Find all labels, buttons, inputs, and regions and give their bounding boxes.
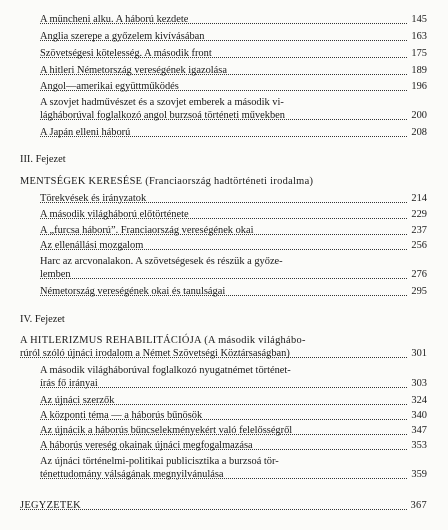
chapter-heading: IV. Fejezet [20,314,65,325]
toc-entry[interactable]: A második világháborúval foglalkozó nyugatnémet történet- írás fő irányai 303 [40,365,427,389]
page-number: 301 [408,348,427,361]
page-number: 347 [408,425,427,438]
toc-entry[interactable]: Az ellenállási mozgalom 256 [40,240,427,251]
toc-line: A müncheni alku. A háború kezdete 145 [40,14,427,25]
page-number: 256 [408,240,427,253]
page-number: 189 [408,65,427,78]
page-number: 367 [408,500,428,513]
page-number: 208 [408,127,427,140]
toc-entry[interactable]: Szövetségesi kötelesség. A második front 175 [40,48,427,59]
toc-entry[interactable]: Az újnáci történelmi-politikai publicisztika a burzsoá tör- ténettudomány válságának megnyilvánulása 359 [40,456,427,480]
page-number: 237 [408,225,427,238]
toc-entry[interactable]: A Japán elleni háború 208 [40,127,427,138]
toc-entry[interactable]: A központi téma — a háborús bűnösök 340 [40,410,427,421]
toc-entry[interactable]: A második világháború előtörténete 229 [40,209,427,220]
toc-entry[interactable]: A hitleri Németország vereségének igazolása 189 [40,65,427,76]
toc-entry[interactable]: Harc az arcvonalakon. A szövetségesek és részük a győze- lemben 276 [40,256,427,280]
toc-entry[interactable]: A szovjet hadművészet és a szovjet emberek a második vi- lágháborúval foglalkozó angol burzsoá történeti művekben 200 [40,97,427,121]
page-number: 353 [408,440,427,453]
page-number: 196 [408,81,427,94]
toc-entry[interactable]: Törekvések és irányzatok 214 [40,193,427,204]
toc-entry[interactable]: Az újnácik a háborús bűncselekményekért való felelősségről 347 [40,425,427,436]
chapter-heading: III. Fejezet [20,154,66,165]
chapter-title[interactable]: MENTSÉGEK KERESÉSE (Franciaország hadtörténeti irodalma) [20,176,314,187]
page-number: 145 [408,14,427,27]
page-number: 276 [408,269,427,282]
toc-entry[interactable]: Az újnáci szerzők 324 [40,395,427,406]
page-number: 229 [408,209,427,222]
toc-entry[interactable]: Németország vereségének okai és tanulságai 295 [40,286,427,297]
page-number: 359 [408,469,427,482]
toc-entry[interactable]: A háborús vereség okainak újnáci megfogalmazása 353 [40,440,427,451]
toc-entry[interactable]: Angol—amerikai együttműködés 196 [40,81,427,92]
page-number: 340 [408,410,427,423]
toc-entry[interactable] [40,14,427,27]
page-number: 175 [408,48,427,61]
page-number: 214 [408,193,427,206]
page-number: 200 [408,110,427,123]
notes-entry[interactable]: JEGYZETEK 367 [20,500,427,511]
toc-entry[interactable]: A „furcsa háború”. Franciaország vereségének okai 237 [40,225,427,236]
page-number: 163 [408,31,427,44]
page-number: 303 [408,378,427,391]
page-number: 295 [408,286,427,299]
page-number: 324 [408,395,427,408]
toc-entry[interactable]: Anglia szerepe a győzelem kivívásában 163 [40,31,427,42]
chapter-title[interactable]: A HITLERIZMUS REHABILITÁCIÓJA (A második világhábo- rúról szóló újnáci irodalom a Német Szövetségi Köztársaságban) 301 [20,335,427,359]
